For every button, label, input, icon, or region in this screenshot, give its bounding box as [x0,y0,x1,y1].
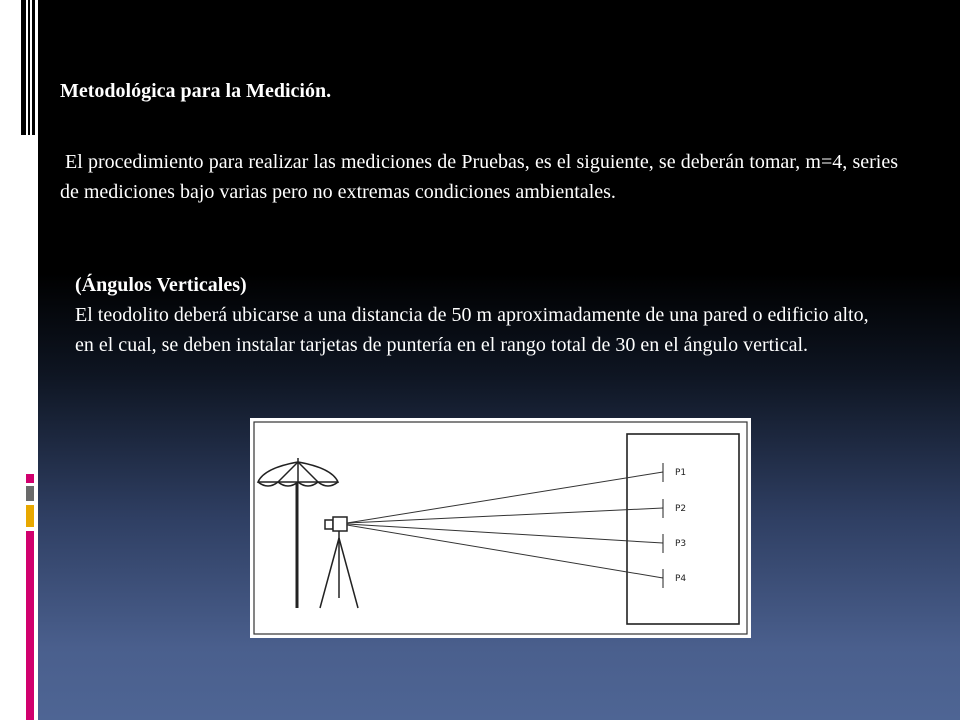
decorative-vertical-lines [0,0,40,720]
target-label-p2: P2 [675,504,687,514]
target-label-p3: P3 [675,539,687,549]
vertical-angles-section [75,270,875,360]
target-label-p4: P4 [675,574,687,584]
accent-bar-magenta-long [26,531,34,720]
section-heading: (Ángulos Verticales) [75,274,247,296]
slide-title: Metodológica para la Medición. [60,80,332,102]
accent-bar-gray [26,486,34,501]
intro-paragraph: El procedimiento para realizar las mediciones de Pruebas, es el siguiente, se deberán tomar, m=4, series de mediciones bajo varias pero no extremas condiciones ambientales. [60,151,898,203]
accent-bar-magenta-small [26,474,34,483]
theodolite-diagram [250,418,751,638]
target-label-p1: P1 [675,468,687,478]
accent-bar-gold [26,505,34,527]
section-body: El teodolito deberá ubicarse a una distancia de 50 m aproximadamente de una pared o edificio alto, en el cual, se deben instalar tarjetas de puntería en el rango total de 30 en el ángulo vertical. [75,304,869,356]
